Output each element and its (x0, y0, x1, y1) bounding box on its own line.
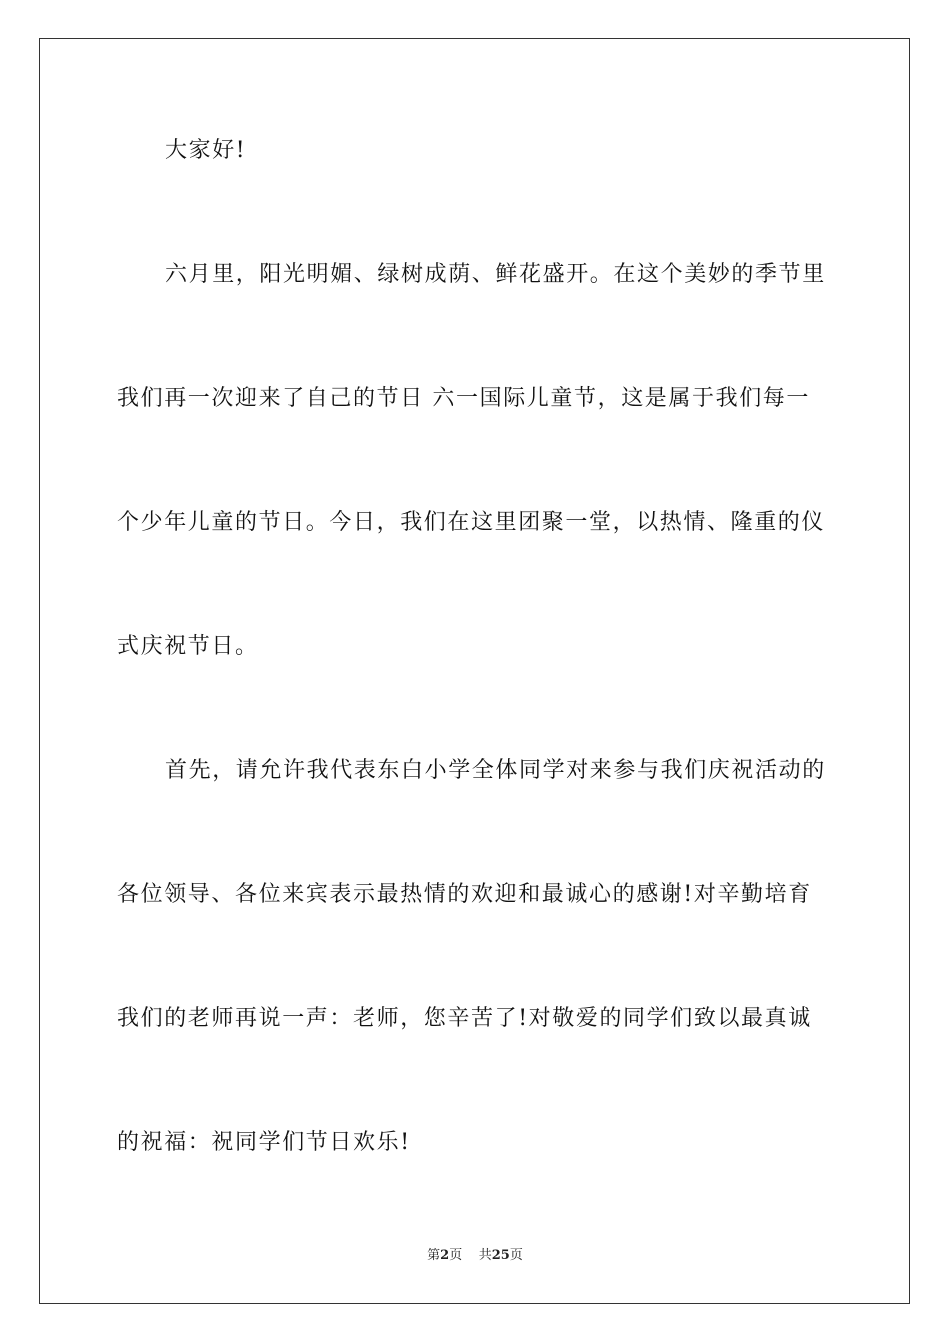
paragraph-1-line-4: 式庆祝节日。 (117, 634, 259, 659)
page-prefix: 第 (427, 1248, 441, 1263)
paragraph-2-line-1: 首先，请允许我代表东白小学全体同学对来参与我们庆祝活动的 (165, 758, 826, 783)
paragraph-2-line-3: 我们的老师再说一声：老师，您辛苦了!对敬爱的同学们致以最真诚 (117, 1006, 812, 1031)
total-suffix: 页 (509, 1248, 523, 1263)
total-pages: 25 (491, 1248, 510, 1263)
greeting-line: 大家好! (165, 138, 247, 163)
paragraph-1-line-2: 我们再一次迎来了自己的节日 六一国际儿童节，这是属于我们每一 (117, 386, 810, 411)
page-footer (0, 1247, 950, 1265)
paragraph-1-line-3: 个少年儿童的节日。今日，我们在这里团聚一堂，以热情、隆重的仪 (117, 510, 826, 535)
paragraph-2-line-4: 的祝福：祝同学们节日欢乐! (117, 1130, 411, 1155)
page-suffix: 页 (449, 1248, 463, 1263)
paragraph-2-line-2: 各位领导、各位来宾表示最热情的欢迎和最诚心的感谢!对辛勤培育 (117, 882, 812, 907)
total-prefix: 共 (478, 1248, 492, 1263)
page-number: 2 (440, 1248, 450, 1263)
page-border (39, 38, 910, 1304)
paragraph-1-line-1: 六月里，阳光明媚、绿树成荫、鲜花盛开。在这个美妙的季节里 (165, 262, 826, 287)
